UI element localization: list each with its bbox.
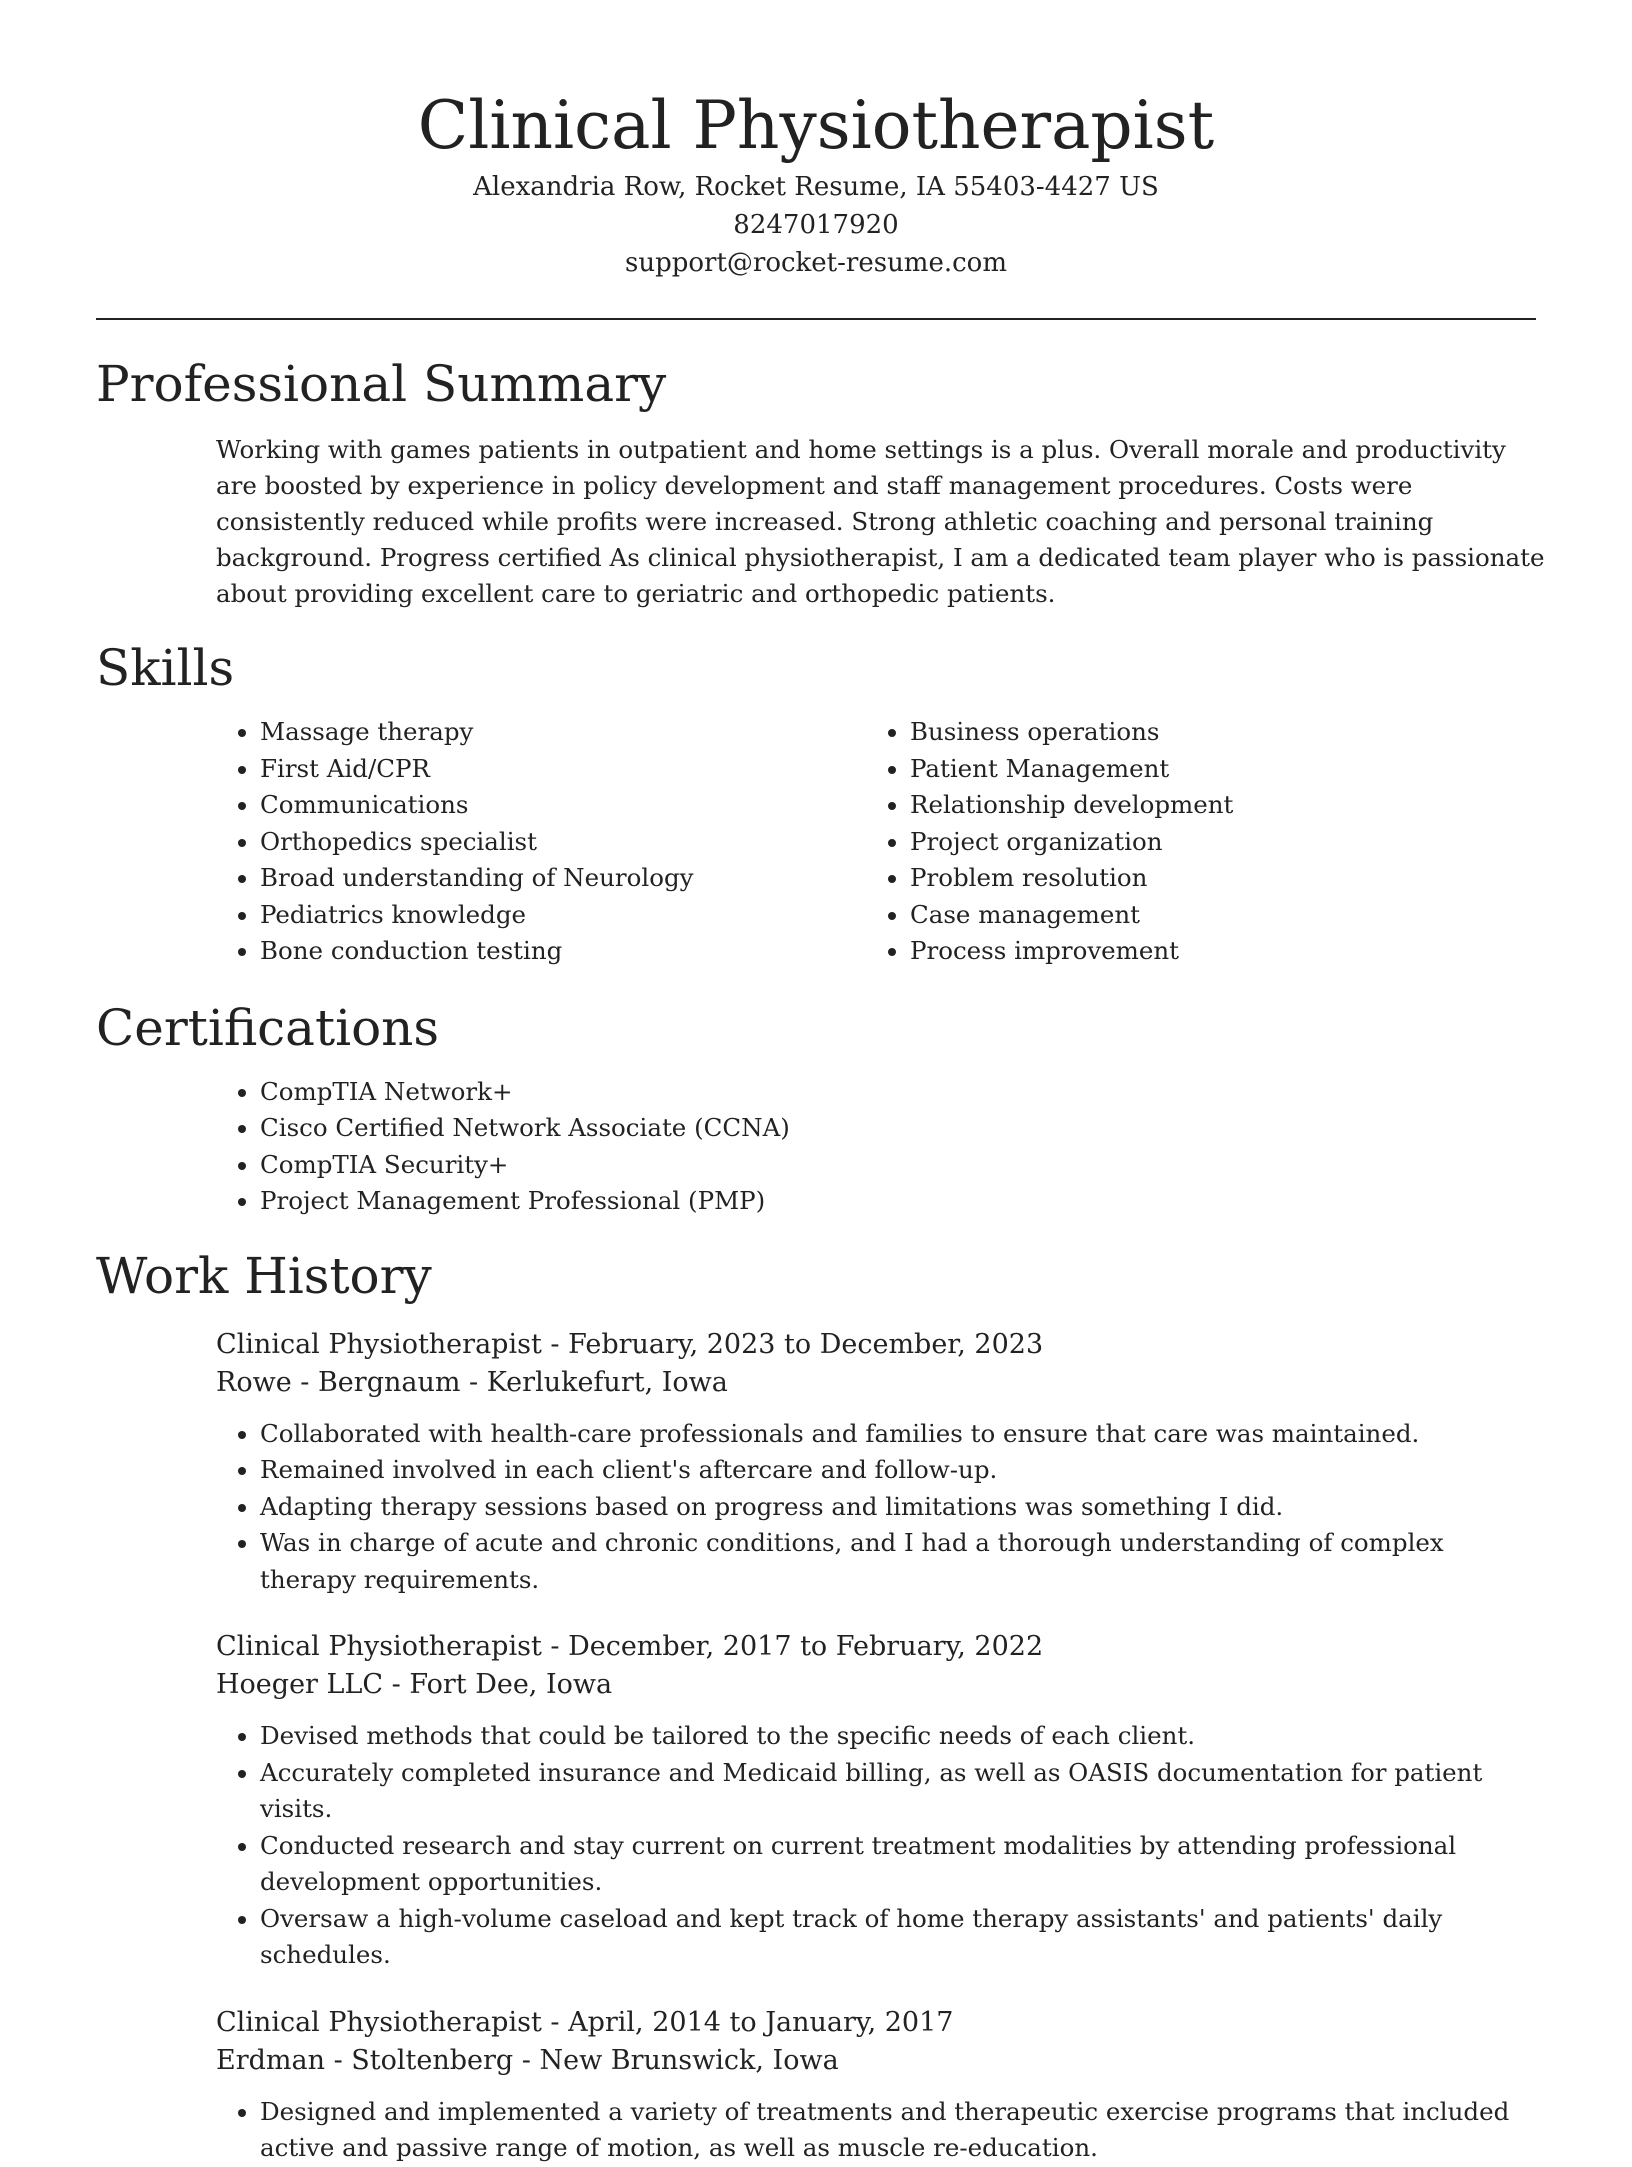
skills-list-right (866, 714, 1516, 970)
certification-item: • CompTIA Security+ (260, 1147, 1536, 1184)
skill-item: • Business operations (910, 714, 1516, 751)
skill-item: • Broad understanding of Neurology (260, 860, 866, 897)
contact-email: support@rocket-resume.com (624, 248, 1007, 278)
job-bullet: • Remained involved in each client's aftercare and follow-up. (260, 1452, 1546, 1489)
job-bullet: • Oversaw a high-volume caseload and kept track of home therapy assistants' and patients' daily schedules. (260, 1901, 1546, 1974)
job-location: - Kerlukefurt, Iowa (460, 1366, 728, 1398)
skill-item: • Process improvement (910, 933, 1516, 970)
skill-item: • Pediatrics knowledge (260, 897, 866, 934)
skills-grid (216, 714, 1536, 970)
skill-item: • Problem resolution (910, 860, 1516, 897)
certification-item: • Project Management Professional (PMP) (260, 1183, 1536, 1220)
summary-heading: Professional Summary (96, 355, 667, 413)
candidate-title: Clinical Physiotherapist (417, 87, 1215, 164)
skill-item: • Bone conduction testing (260, 933, 866, 970)
skills-heading: Skills (96, 639, 235, 697)
work-history-heading: Work History (96, 1246, 432, 1305)
job-company-line (216, 1364, 1546, 1402)
skill-item: • Relationship development (910, 787, 1516, 824)
job-dates: - April, 2014 to January, 2017 (541, 2006, 954, 2038)
job-heading (216, 1628, 1546, 1666)
skill-item: • First Aid/CPR (260, 751, 866, 788)
job-location: - New Brunswick, Iowa (513, 2044, 839, 2076)
skill-item: • Patient Management (910, 751, 1516, 788)
resume-page (96, 0, 1545, 2167)
job-location: - Fort Dee, Iowa (383, 1669, 613, 1700)
certifications-heading: Certifications (96, 998, 440, 1057)
job-dates: - February, 2023 to December, 2023 (541, 1328, 1044, 1360)
job-bullet: • Conducted research and stay current on current treatment modalities by attending professional development opportunities. (260, 1828, 1546, 1901)
summary-text: Working with games patients in outpatient and home settings is a plus. Overall morale and productivity are boosted by experience in policy development and staff management procedures. Costs were consistently reduced while profits were increased. Strong athletic coaching and personal training background. Progress certified As clinical physiotherapist, I am a dedicated team player who is passionate about providing excellent care to geriatric and orthopedic patients. (216, 435, 1545, 608)
job-company: Hoeger LLC (216, 1669, 384, 1700)
job-bullet: • Was in charge of acute and chronic conditions, and I had a thorough understanding of complex therapy requirements. (260, 1525, 1546, 1598)
skill-item: • Communications (260, 787, 866, 824)
job-company-line (216, 1666, 1546, 1704)
job-bullet: • Designed and implemented a variety of treatments and therapeutic exercise programs that included active and passive range of motion, as well as muscle re-education. (260, 2094, 1546, 2167)
job-company-line (216, 2042, 1546, 2080)
skill-item: • Project organization (910, 824, 1516, 861)
job-bullet: • Devised methods that could be tailored to the specific needs of each client. (260, 1718, 1546, 1755)
contact-phone: 8247017920 (733, 210, 899, 240)
job-bullet-list (216, 2094, 1546, 2167)
job-role: Clinical Physiotherapist (216, 2006, 542, 2038)
skills-column-left (216, 714, 866, 970)
job-heading (216, 2004, 1546, 2042)
job-bullet: • Accurately completed insurance and Medicaid billing, as well as OASIS documentation for patient visits. (260, 1755, 1546, 1828)
skill-item: • Massage therapy (260, 714, 866, 751)
certifications-list-wrap (216, 1074, 1536, 1220)
resume-header (96, 0, 1536, 282)
skills-list-left (216, 714, 866, 970)
job-bullet: • Adapting therapy sessions based on progress and limitations was something I did. (260, 1489, 1546, 1526)
skill-item: • Case management (910, 897, 1516, 934)
job-bullet-list (216, 1718, 1546, 1974)
job-company: Erdman - Stoltenberg (216, 2044, 514, 2076)
job-dates: - December, 2017 to February, 2022 (541, 1631, 1044, 1662)
certification-item: • Cisco Certified Network Associate (CCNA) (260, 1110, 1536, 1147)
certifications-list (216, 1074, 1536, 1220)
certification-item: • CompTIA Network+ (260, 1074, 1536, 1111)
job-bullet: • Collaborated with health-care professionals and families to ensure that care was maintained. (260, 1416, 1546, 1453)
job-entry (216, 1628, 1546, 1974)
job-entry (216, 2004, 1546, 2167)
job-heading (216, 1326, 1546, 1364)
header-divider (96, 318, 1536, 320)
job-role: Clinical Physiotherapist (216, 1631, 542, 1662)
skill-item: • Orthopedics specialist (260, 824, 866, 861)
job-bullet-list (216, 1416, 1546, 1599)
job-role: Clinical Physiotherapist (216, 1328, 542, 1360)
skills-column-right (866, 714, 1516, 970)
job-company: Rowe - Bergnaum (216, 1366, 461, 1398)
job-entry (216, 1326, 1546, 1599)
contact-address: Alexandria Row, Rocket Resume, IA 55403-4427 US (473, 172, 1159, 202)
